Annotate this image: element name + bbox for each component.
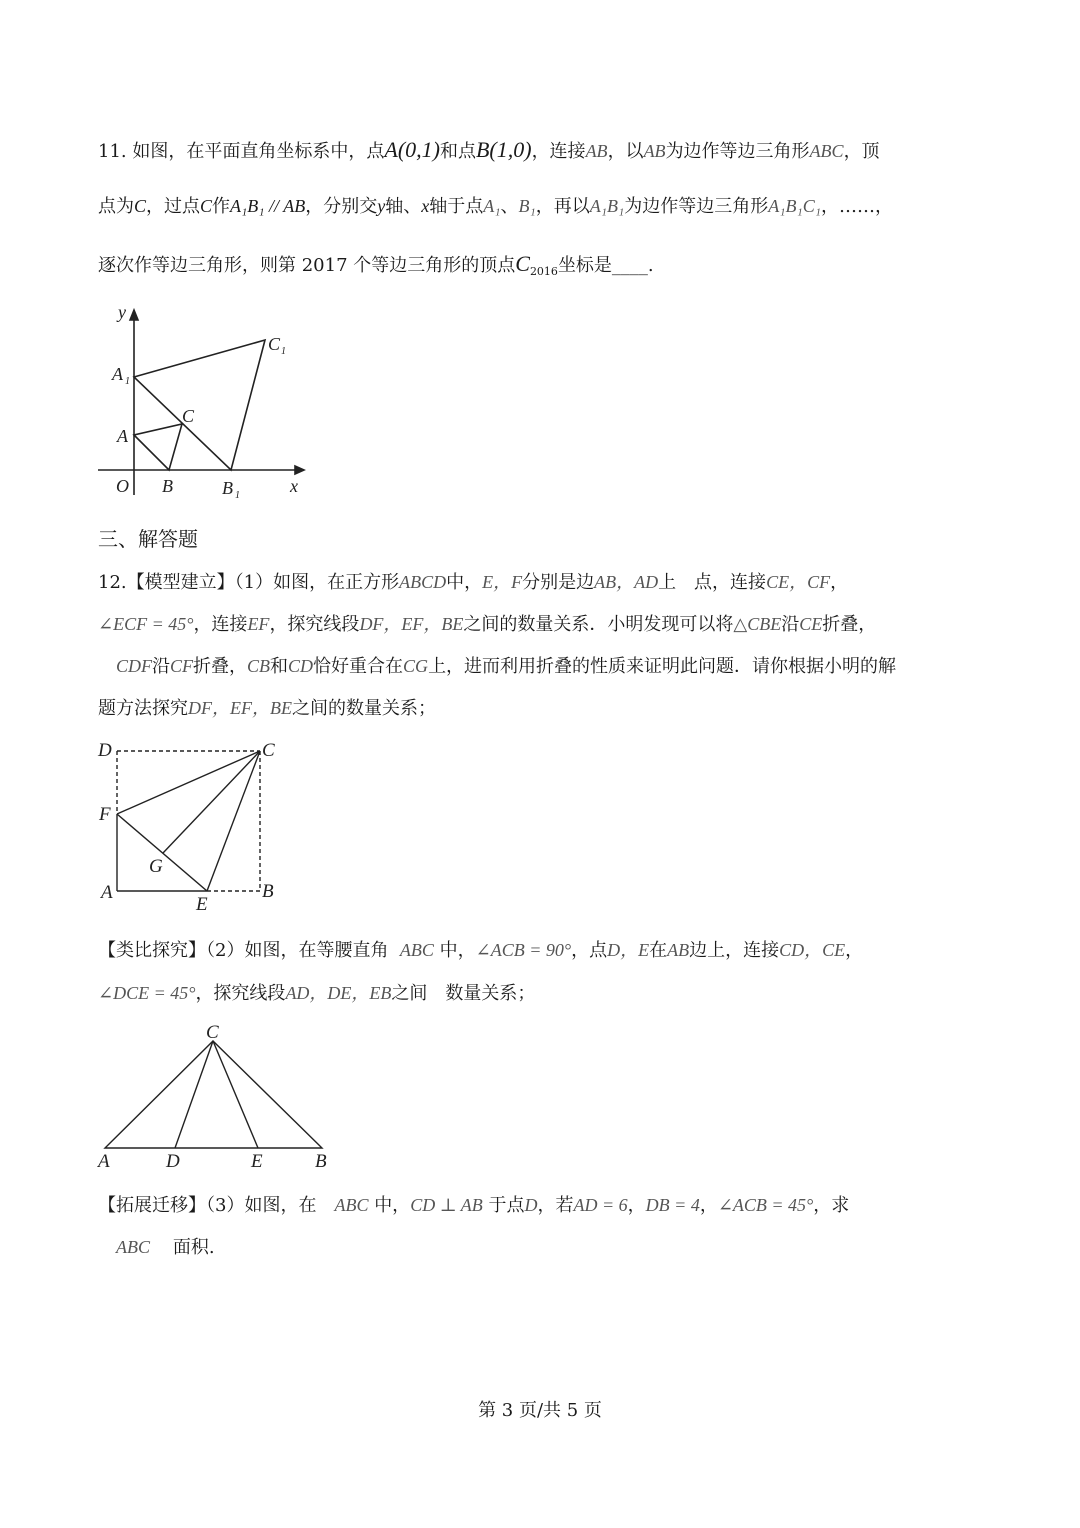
math: AB — [643, 141, 666, 161]
q12-figure-2 — [90, 1018, 340, 1174]
label-d: D — [166, 1151, 180, 1172]
text: 作 — [212, 196, 231, 217]
label-d: D — [98, 740, 112, 761]
text: 恰好重合在 — [313, 656, 404, 677]
label-c1-sub: 1 — [281, 346, 286, 357]
text: 【拓展迁移】（3）如图，在 — [98, 1195, 335, 1216]
text: 沿 — [781, 614, 800, 635]
segment-cd — [175, 1041, 213, 1148]
text: 上，进而利用折叠的性质来证明此问题．请你根据小明的解 — [428, 656, 897, 677]
segment-fc — [117, 751, 260, 814]
q11-line-1 — [98, 138, 880, 164]
text: ，探究线段 — [269, 614, 360, 635]
text: 逐次作等边三角形，则第 2017 个等边三角形的顶点 — [98, 255, 516, 276]
math: EF — [247, 614, 270, 634]
q12-line-4 — [98, 696, 436, 721]
triangle-a1b1c1 — [134, 340, 265, 470]
math: CDF — [116, 656, 152, 676]
text: 题方法探究 — [98, 698, 188, 719]
text: 如图，在平面直角坐标系中，点 — [132, 141, 385, 162]
math: ABC — [116, 1237, 150, 1257]
label-o: O — [116, 476, 129, 496]
math: A₁B₁C₁ — [768, 196, 822, 216]
math: DF，EF，BE — [188, 698, 292, 718]
math: AD = 6 — [573, 1195, 628, 1215]
math: DB = 4 — [645, 1195, 700, 1215]
text: 、 — [500, 196, 519, 217]
text: 面积. — [172, 1237, 215, 1258]
label-b: B — [262, 881, 274, 902]
math: CF — [170, 656, 194, 676]
text: 分别是边 — [522, 572, 595, 593]
text: 之间 数量关系； — [391, 983, 536, 1004]
text: 折叠， — [193, 656, 248, 677]
label-f: F — [99, 804, 111, 825]
triangle-abc — [105, 1041, 322, 1148]
label-e: E — [251, 1151, 263, 1172]
text: ， — [830, 572, 849, 593]
text: 为边作等边三角形 — [665, 141, 810, 162]
q12-part3-line-1 — [98, 1193, 849, 1218]
math: x — [421, 196, 430, 216]
text: ，以 — [607, 141, 644, 162]
q11-line-3 — [98, 252, 654, 284]
math-angle: ∠ACB = 90° — [475, 940, 572, 960]
text: ，若 — [537, 1195, 574, 1216]
math: AD，DE，EB — [285, 983, 392, 1003]
q12-line-1 — [98, 570, 848, 595]
label-a1: A — [112, 364, 123, 384]
q11-figure — [90, 300, 320, 510]
label-c1: C — [268, 334, 281, 354]
text: ，连接 — [531, 141, 586, 162]
text: ，分别交 — [305, 196, 378, 217]
label-b1: B — [222, 478, 233, 498]
segment-gc — [163, 751, 260, 853]
label-a1-sub: 1 — [125, 376, 130, 387]
text: 轴、 — [385, 196, 422, 217]
label-e: E — [196, 894, 208, 915]
label-c: C — [262, 740, 275, 761]
math: CD，CE — [779, 940, 846, 960]
text: ，过点 — [146, 196, 201, 217]
section-heading: 三、解答题 — [98, 527, 198, 551]
math-perpendicular: CD ⊥ AB — [410, 1195, 483, 1215]
text: ，点 — [571, 940, 608, 961]
text: 之间的数量关系．小明发现可以将 — [463, 614, 734, 635]
label-x: x — [290, 476, 298, 496]
text: 轴于点 — [429, 196, 484, 217]
math: AB，AD — [594, 572, 659, 592]
label-a: A — [117, 426, 128, 446]
math: y — [377, 196, 386, 216]
math-subscript: 2016 — [529, 265, 558, 278]
q12-part2-line-2 — [98, 981, 535, 1006]
text: 中， — [439, 940, 476, 961]
text: ， — [627, 1195, 646, 1216]
label-y: y — [118, 302, 126, 322]
label-b: B — [315, 1151, 327, 1172]
text: 中， — [446, 572, 483, 593]
math: C — [200, 196, 213, 216]
q12-line-3 — [116, 654, 896, 679]
math: D，E — [607, 940, 650, 960]
math: DF，EF，BE — [359, 614, 464, 634]
text: ，探究线段 — [195, 983, 286, 1004]
math: ABCD — [399, 572, 447, 592]
q12-part2-line-1 — [98, 938, 863, 963]
text: 为边作等边三角形 — [624, 196, 769, 217]
math: B₁ — [518, 196, 536, 216]
text: 和点 — [439, 141, 476, 162]
segment-fe — [117, 814, 207, 891]
math: △CBE — [733, 614, 782, 634]
math: ABC — [334, 1195, 369, 1215]
text: 12.【模型建立】（1）如图，在正方形 — [98, 572, 400, 593]
math: CB — [247, 656, 271, 676]
text: 上 点，连接 — [658, 572, 767, 593]
label-b1-sub: 1 — [235, 490, 240, 501]
math: AB — [585, 141, 608, 161]
math: CE — [799, 614, 823, 634]
text: 坐标是____. — [557, 255, 654, 276]
math: AB — [667, 940, 690, 960]
text: 【类比探究】（2）如图，在等腰直角 — [98, 940, 389, 961]
text: ， — [699, 1195, 718, 1216]
label-c: C — [182, 406, 195, 426]
text: ，……， — [821, 196, 894, 217]
math: D — [524, 1195, 538, 1215]
math: C — [134, 196, 147, 216]
label-b: B — [162, 476, 173, 496]
math: C — [515, 251, 530, 276]
math-angle: ∠ECF = 45° — [98, 614, 194, 634]
text: ，顶 — [843, 141, 880, 162]
math-angle: ∠DCE = 45° — [98, 983, 196, 1003]
math: CG — [403, 656, 429, 676]
text: ，再以 — [535, 196, 590, 217]
text: ，求 — [813, 1195, 850, 1216]
q12-part3-line-2 — [116, 1235, 215, 1260]
text: 边上，连接 — [689, 940, 780, 961]
x-axis-arrow — [295, 466, 304, 474]
text: 折叠， — [822, 614, 877, 635]
point-b: B(1,0) — [475, 137, 532, 162]
math: ABC — [399, 940, 434, 960]
q11-line-2 — [98, 194, 893, 219]
text: ，连接 — [193, 614, 248, 635]
math: ABC — [809, 141, 844, 161]
math-angle: ∠ACB = 45° — [717, 1195, 814, 1215]
text: ， — [845, 940, 864, 961]
q11-number: 11. — [98, 141, 127, 162]
text: 中， — [374, 1195, 411, 1216]
label-a: A — [98, 1151, 110, 1172]
text: 之间的数量关系； — [291, 698, 436, 719]
math: CD — [288, 656, 314, 676]
label-c: C — [206, 1022, 219, 1043]
y-axis-arrow — [130, 310, 138, 320]
text: 点为 — [98, 196, 134, 217]
text: 和 — [270, 656, 289, 677]
label-g: G — [149, 856, 163, 877]
segment-ec — [207, 751, 260, 891]
point-a: A(0,1) — [384, 137, 440, 162]
math: A₁ — [483, 196, 501, 216]
segment-ce — [213, 1041, 258, 1148]
text: 沿 — [152, 656, 170, 677]
text: 在 — [649, 940, 668, 961]
math: CE，CF — [766, 572, 831, 592]
label-a: A — [101, 882, 113, 903]
q12-figure-1 — [92, 736, 292, 916]
triangle-abc — [134, 424, 182, 470]
page-footer: 第 3 页/共 5 页 — [478, 1400, 602, 1421]
math: A₁B₁ — [589, 196, 625, 216]
math: E，F — [482, 572, 523, 592]
q12-line-2 — [98, 612, 876, 637]
math-parallel: A₁B₁ // AB — [230, 196, 306, 216]
text: 于点 — [488, 1195, 525, 1216]
